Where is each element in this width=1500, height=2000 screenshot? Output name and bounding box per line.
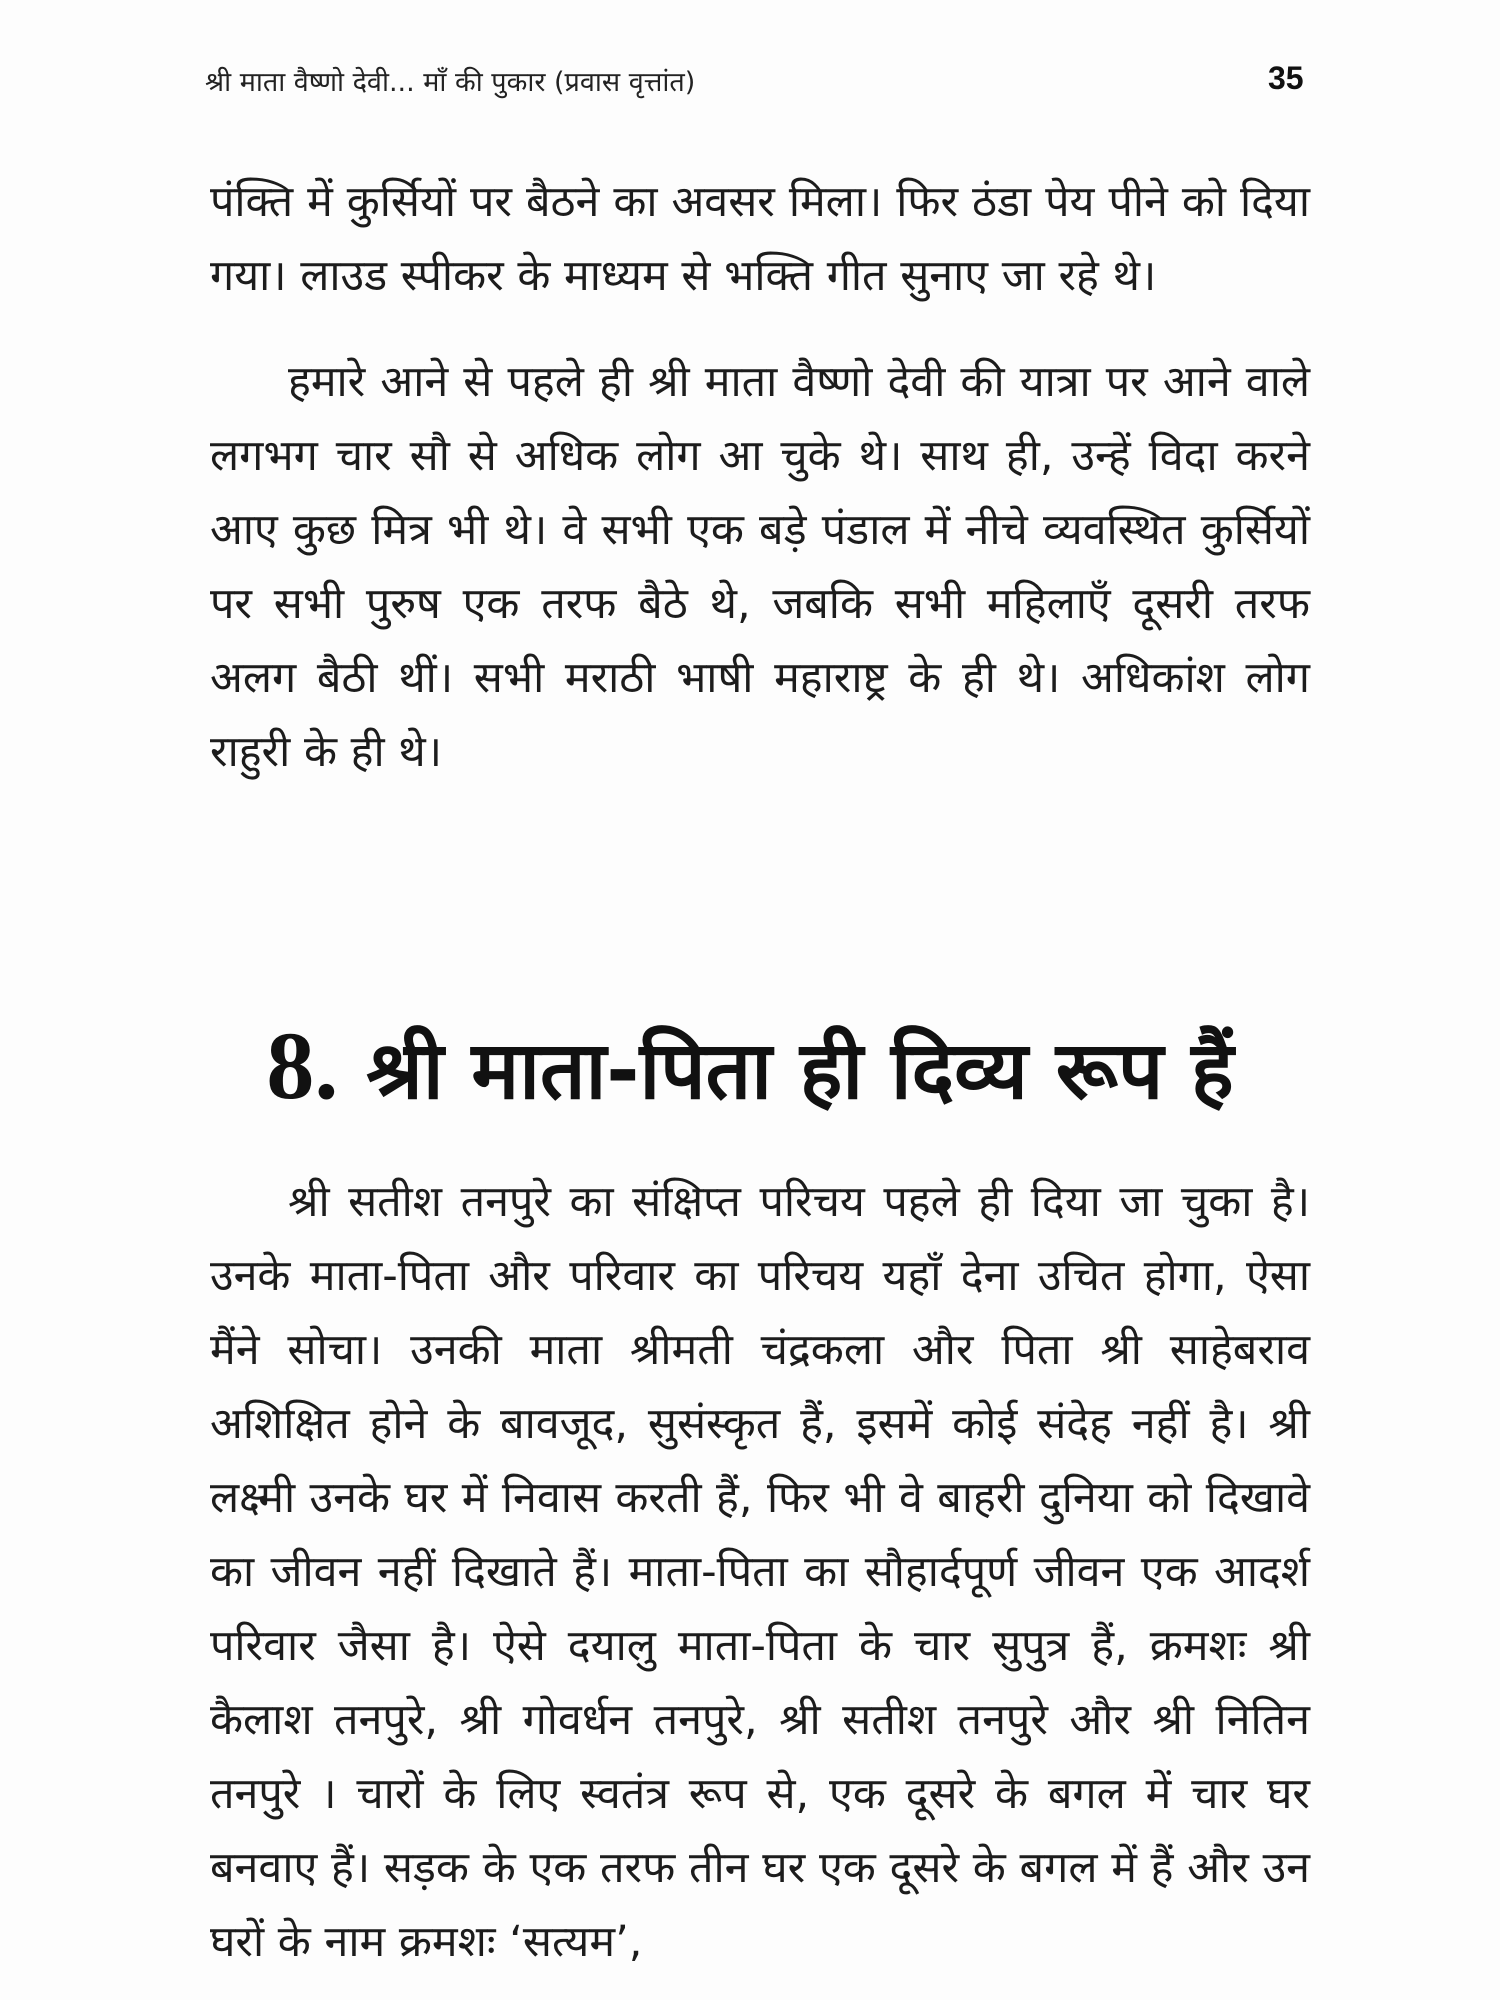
chapter-number: 8. bbox=[266, 1012, 339, 1119]
running-header: श्री माता वैष्णो देवी... माँ की पुकार (प्रवास वृत्तांत) bbox=[205, 67, 696, 98]
chapter-heading bbox=[0, 1010, 1500, 1122]
paragraph-pilgrims: हमारे आने से पहले ही श्री माता वैष्णो देवी की यात्रा पर आने वाले लगभग चार सौ से अधिक लोग आ चुके थे। साथ ही, उन्हें विदा करने आए कुछ मित्र भी थे। वे सभी एक बड़े पंडाल में नीचे व्यवस्थित कुर्सियों पर सभी पुरुष एक तरफ बैठे थे, जबकि सभी महिलाएँ दूसरी तरफ अलग बैठी थीं। सभी मराठी भाषी महाराष्ट्र के ही थे। अधिकांश लोग राहुरी के ही थे। bbox=[210, 357, 1310, 777]
chapter-title: श्री माता-पिता ही दिव्य रूप हैं bbox=[366, 1024, 1234, 1117]
page-number: 35 bbox=[1268, 60, 1304, 96]
paragraph-family-intro: श्री सतीश तनपुरे का संक्षिप्त परिचय पहले ही दिया जा चुका है। उनके माता-पिता और परिवार का परिचय यहाँ देना उचित होगा, ऐसा मैंने सोचा। उनकी माता श्रीमती चंद्रकला और पिता श्री साहेबराव अशिक्षित होने के बावजूद, सुसंस्कृत हैं, इसमें कोई संदेह नहीं है। श्री लक्ष्मी उनके घर में निवास करती हैं, फिर भी वे बाहरी दुनिया को दिखावे का जीवन नहीं दिखाते हैं। माता-पिता का सौहार्दपूर्ण जीवन एक आदर्श परिवार जैसा है। ऐसे दयालु माता-पिता के चार सुपुत्र हैं, क्रमशः श्री कैलाश तनपुरे, श्री गोवर्धन तनपुरे, श्री सतीश तनपुरे और श्री नितिन तनपुरे । चारों के लिए स्वतंत्र रूप से, एक दूसरे के बगल में चार घर बनवाए हैं। सड़क के एक तरफ तीन घर एक दूसरे के बगल में हैं और उन घरों के नाम क्रमशः ‘सत्यम’, bbox=[210, 1177, 1310, 1967]
paragraph-continuation: पंक्ति में कुर्सियों पर बैठने का अवसर मिला। फिर ठंडा पेय पीने को दिया गया। लाउड स्पीकर के माध्यम से भक्ति गीत सुनाए जा रहे थे। bbox=[210, 177, 1310, 301]
